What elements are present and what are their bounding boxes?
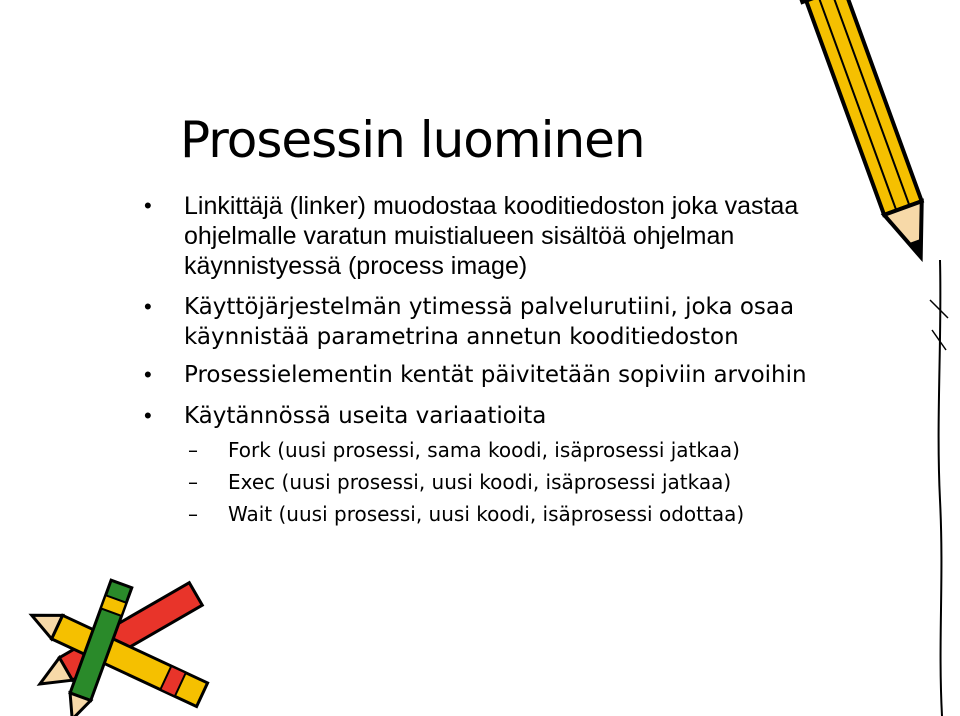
bullet-marker: • bbox=[144, 193, 152, 218]
crayons-icon bbox=[20, 560, 240, 716]
bullet-marker: • bbox=[144, 294, 152, 319]
bullet-text: Linkittäjä (linker) muodostaa kooditiedoston joka vastaa ohjelmalle varatun muistialueen sisältöä ohjelman käynnistyessä (process image) bbox=[184, 192, 799, 280]
slide-title: Prosessin luominen bbox=[180, 111, 645, 169]
bullet-item bbox=[138, 360, 878, 390]
bullet-item bbox=[138, 401, 878, 431]
sub-bullet-item bbox=[138, 498, 878, 530]
bullet-list bbox=[138, 191, 878, 530]
sub-bullet-marker: – bbox=[188, 470, 198, 494]
sub-bullet-marker: – bbox=[188, 502, 198, 526]
sub-bullet-text: Exec (uusi prosessi, uusi koodi, isäprosessi jatkaa) bbox=[228, 470, 732, 494]
sub-bullet-marker: – bbox=[188, 438, 198, 462]
bullet-text: Käytännössä useita variaatioita bbox=[184, 403, 547, 429]
sub-bullet-item bbox=[138, 466, 878, 498]
bullet-marker: • bbox=[144, 403, 152, 428]
bullet-item bbox=[138, 191, 878, 281]
sub-bullet-text: Wait (uusi prosessi, uusi koodi, isäprosessi odottaa) bbox=[228, 502, 745, 526]
bullet-item bbox=[138, 292, 878, 352]
bullet-text: Käyttöjärjestelmän ytimessä palvelurutiini, joka osaa käynnistää parametrina annetun kooditiedoston bbox=[184, 294, 795, 350]
sub-bullet-text: Fork (uusi prosessi, sama koodi, isäprosessi jatkaa) bbox=[228, 438, 740, 462]
sub-bullet-item bbox=[138, 434, 878, 466]
bullet-text: Prosessielementin kentät päivitetään sopiviin arvoihin bbox=[184, 362, 807, 388]
bullet-marker: • bbox=[144, 362, 152, 387]
